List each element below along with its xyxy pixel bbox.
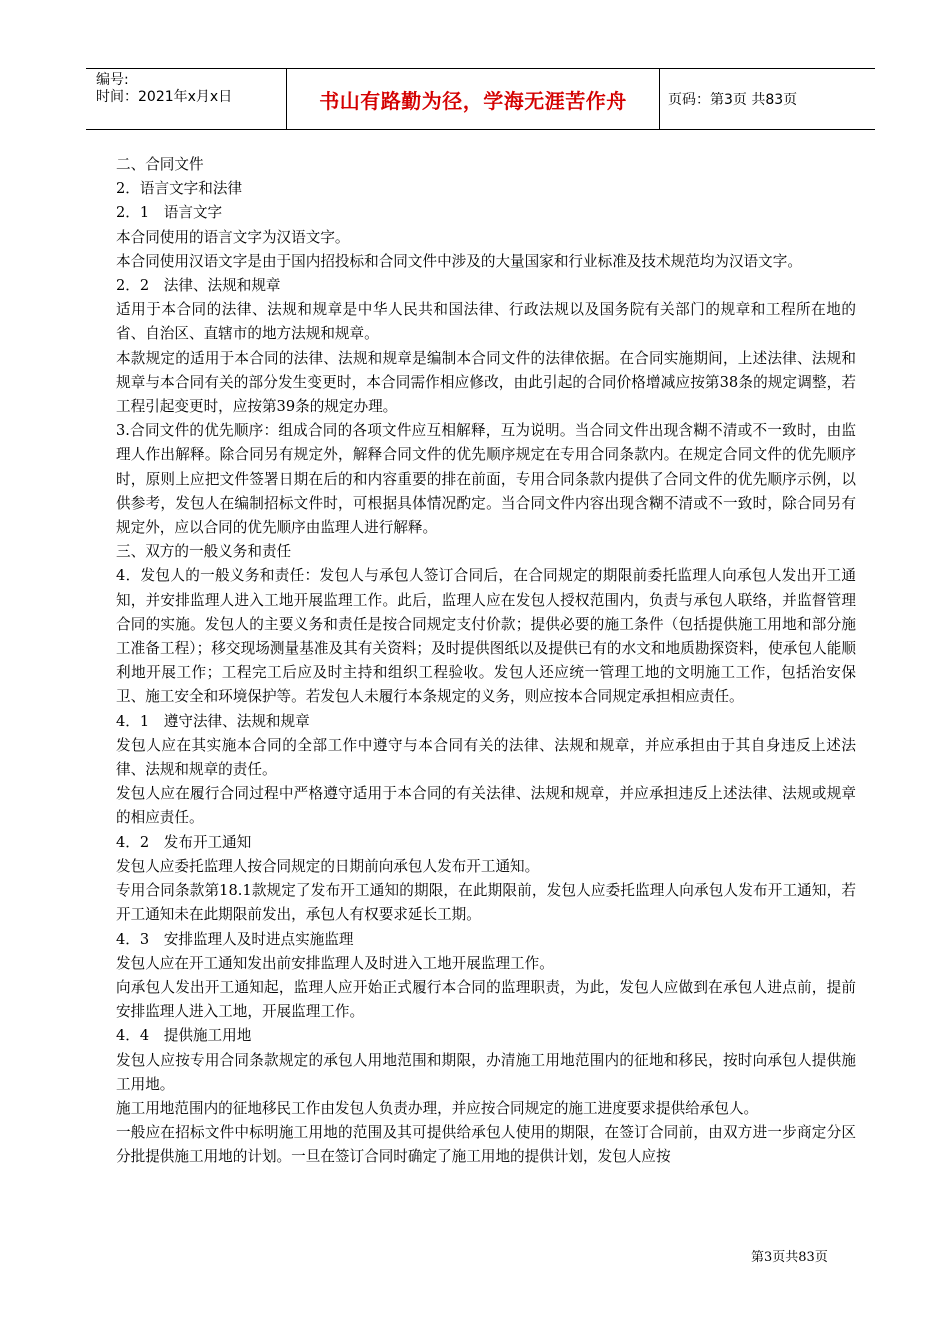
body-paragraph: 3.合同文件的优先顺序：组成合同的各项文件应互相解释，互为说明。当合同文件出现含糊不清或不一致时，由监理人作出解释。除合同另有规定外，解释合同文件的优先顺序规定在专用合同条款内。在规定合同文件的优先顺序时，原则上应把文件签署日期在后的和内容重要的排在前面，专用合同条款内提供了合同文件的优先顺序示例，以供参考，发包人在编制招标文件时，可根据具体情况酌定。当合同文件内容出现含糊不清或不一致时，除合同另有规定外，应以合同的优先顺序由监理人进行解释。 <box>116 422 856 537</box>
clause-heading: 4．4 提供施工用地 <box>116 1027 252 1045</box>
body-paragraph: 适用于本合同的法律、法规和规章是中华人民共和国法律、行政法规以及国务院有关部门的规章和工程所在地的省、自治区、直辖市的地方法规和规章。 <box>116 301 856 343</box>
body-paragraph: 4．发包人的一般义务和责任：发包人与承包人签订合同后，在合同规定的期限前委托监理人向承包人发出开工通知，并安排监理人进入工地开展监理工作。此后，监理人应在发包人授权范围内，负责与承包人联络，并监督管理合同的实施。发包人的主要义务和责任是按合同规定支付价款；提供必要的施工条件（包括提供施工用地和部分施工准备工程）；移交现场测量基准及其有关资料；及时提供图纸以及提供已有的水文和地质勘探资料，使承包人能顺利地开展工作；工程完工后应及时主持和组织工程验收。发包人还应统一管理工地的文明施工工作，包括治安保卫、施工安全和环境保护等。若发包人未履行本条规定的义务，则应按本合同规定承担相应责任。 <box>116 567 856 706</box>
section-heading: 三、双方的一般义务和责任 <box>116 543 292 561</box>
clause-heading: 2．2 法律、法规和规章 <box>116 277 281 295</box>
body-paragraph: 本合同使用汉语文字是由于国内招投标和合同文件中涉及的大量国家和行业标准及技术规范均为汉语文字。 <box>116 252 802 270</box>
clause-heading: 4．1 遵守法律、法规和规章 <box>116 712 310 730</box>
clause-heading: 2．1 语言文字 <box>116 204 223 222</box>
body-paragraph: 一般应在招标文件中标明施工用地的范围及其可提供给承包人使用的期限，在签订合同前，由双方进一步商定分区分批提供施工用地的计划。一旦在签订合同时确定了施工用地的提供计划，发包人应按 <box>116 1124 856 1166</box>
document-date: 时间：2021年x月x日 <box>96 89 233 105</box>
header-motto: 书山有路勤为径，学海无涯苦作舟 <box>287 69 660 129</box>
clause-heading: 4．3 安排监理人及时进点实施监理 <box>116 930 354 948</box>
body-paragraph: 发包人应委托监理人按合同规定的日期前向承包人发布开工通知。 <box>116 857 540 875</box>
clause-heading: 4．2 发布开工通知 <box>116 833 252 851</box>
body-paragraph: 本合同使用的语言文字为汉语文字。 <box>116 228 350 246</box>
document-body <box>116 153 856 1170</box>
body-paragraph: 向承包人发出开工通知起，监理人应开始正式履行本合同的监理职责，为此，发包人应做到在承包人进点前，提前安排监理人进入工地，开展监理工作。 <box>116 978 856 1021</box>
body-paragraph: 本款规定的适用于本合同的法律、法规和规章是编制本合同文件的法律依据。在合同实施期间，上述法律、法规和规章与本合同有关的部分发生变更时，本合同需作相应修改，由此引起的合同价格增减应按第38条的规定调整，若工程引起变更时，应按第39条的规定办理。 <box>116 349 856 416</box>
body-paragraph: 发包人应在开工通知发出前安排监理人及时进入工地开展监理工作。 <box>116 954 554 972</box>
header-page-info: 页码：第3页 共83页 <box>668 92 798 108</box>
page-header <box>86 68 875 130</box>
document-number-label: 编号: <box>96 72 129 88</box>
section-heading: 二、合同文件 <box>116 156 204 173</box>
body-paragraph: 施工用地范围内的征地移民工作由发包人负责办理，并应按合同规定的施工进度要求提供给承包人。 <box>116 1099 759 1117</box>
body-paragraph: 发包人应在其实施本合同的全部工作中遵守与本合同有关的法律、法规和规章，并应承担由于其自身违反上述法律、法规和规章的责任。 <box>116 736 856 779</box>
body-paragraph: 发包人应按专用合同条款规定的承包人用地范围和期限，办清施工用地范围内的征地和移民，按时向承包人提供施工用地。 <box>116 1051 856 1093</box>
page-footer: 第3页共83页 <box>751 1250 828 1265</box>
body-paragraph: 专用合同条款第18.1款规定了发布开工通知的期限，在此期限前，发包人应委托监理人向承包人发布开工通知，若开工通知未在此期限前发出，承包人有权要求延长工期。 <box>116 882 856 924</box>
body-paragraph: 发包人应在履行合同过程中严格遵守适用于本合同的有关法律、法规和规章，并应承担违反上述法律、法规或规章的相应责任。 <box>116 785 856 827</box>
clause-heading: 2．语言文字和法律 <box>116 180 243 198</box>
header-meta <box>86 69 287 129</box>
